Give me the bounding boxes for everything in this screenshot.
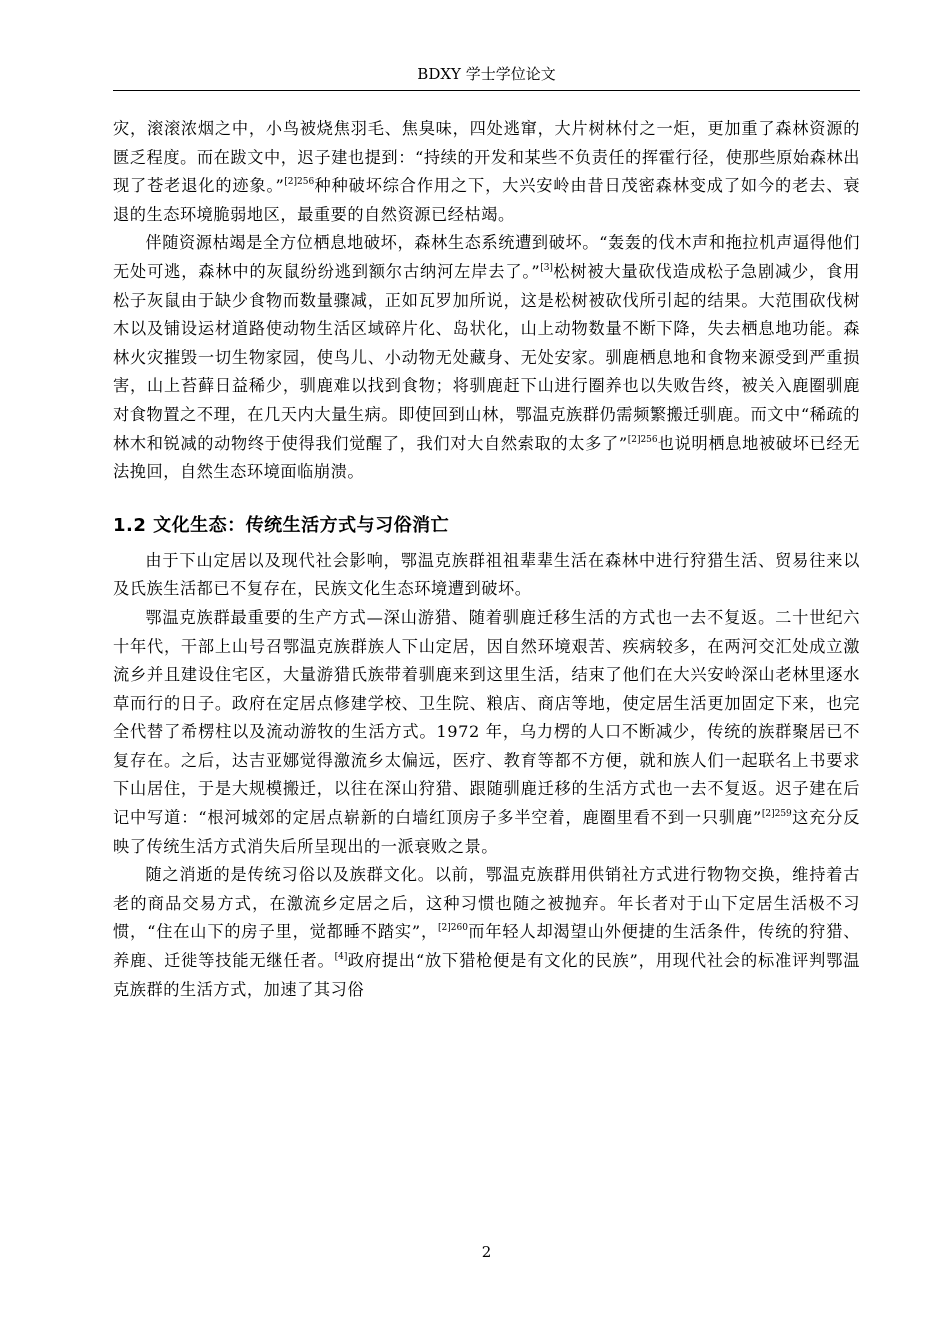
page-number: 2 bbox=[481, 1243, 492, 1261]
page-body bbox=[113, 115, 860, 1004]
body-paragraph bbox=[113, 861, 860, 1004]
paragraph-text: 随之消逝的是传统习俗以及族群文化。以前，鄂温克族群用供销社方式进行物物交换，维持着古老的商品交易方式，在激流乡定居之后，这种习惯也随之被抛弃。年长者对于山下定居生活极不习惯，“住在山下的房子里，觉都睡不踏实”， bbox=[113, 865, 860, 942]
paragraph-text: 这充分反映了传统生活方式消失后所呈现出的一派衰败之景。 bbox=[113, 808, 861, 856]
citation-ref: [4] bbox=[334, 952, 348, 963]
citation-ref: [3] bbox=[540, 262, 553, 273]
paragraph-text: 种种破坏综合作用之下，大兴安岭由昔日茂密森林变成了如今的老去、衰退的生态环境脆弱地区，最重要的自然资源已经枯竭。 bbox=[113, 176, 860, 224]
citation-ref: [2]259 bbox=[761, 809, 792, 820]
running-header: BDXY 学士学位论文 bbox=[417, 65, 556, 83]
paragraph-text: 而年轻人却渴望山外便捷的生活条件，传统的狩猎、养鹿、迁徙等技能无继任者。 bbox=[113, 922, 860, 971]
header-rule bbox=[113, 90, 860, 91]
body-paragraph bbox=[113, 229, 860, 486]
paragraph-text: 鄂温克族群最重要的生产方式—深山游猎、随着驯鹿迁移生活的方式也一去不复返。二十世纪六十年代，干部上山号召鄂温克族群族人下山定居，因自然环境艰苦、疾病较多，在两河交汇处成立激流乡并且建设住宅区，大量游猎氏族带着驯鹿来到这里生活，结束了他们在大兴安岭深山老林里逐水草而行的日子。政府在定居点修建学校、卫生院、粮店、商店等地，使定居生活更加固定下来，也完全代替了希楞柱以及流动游牧的生活方式。1972 年，乌力楞的人口不断减少，传统的族群聚居已不复存在。之后，达吉亚娜觉得激流乡太偏远，医疗、教育等都不方便，就和族人们一起联名上书要求下山居住，于是大规模搬迁，以往在深山狩猎、跟随驯鹿迁移的生活方式也一去不复返。迟子建在后记中写道：“根河城郊的定居点崭新的白墙红顶房子多半空着，鹿圈里看不到一只驯鹿” bbox=[113, 607, 860, 828]
section-heading: 1.2 文化生态：传统生活方式与习俗消亡 bbox=[113, 514, 450, 536]
body-paragraph bbox=[113, 547, 860, 604]
paragraph-text: 伴随资源枯竭是全方位栖息地破坏，森林生态系统遭到破坏。“轰轰的伐木声和拖拉机声逼得他们无处可逃，森林中的灰鼠纷纷逃到额尔古纳河左岸去了。” bbox=[113, 233, 860, 281]
paragraph-text: 政府提出“放下猎枪便是有文化的民族”，用现代社会的标准评判鄂温克族群的生活方式，加速了其习俗 bbox=[113, 951, 860, 999]
paragraph-text: 灾，滚滚浓烟之中，小鸟被烧焦羽毛、焦臭味，四处逃窜，大片树林付之一炬，更加重了森林资源的匮乏程度。而在跋文中，迟子建也提到：“持续的开发和某些不负责任的挥霍行径，使那些原始森林出现了苍老退化的迹象。” bbox=[113, 119, 860, 196]
body-paragraph bbox=[113, 115, 860, 229]
citation-ref: [2]260 bbox=[438, 923, 468, 934]
citation-ref: [2]256 bbox=[284, 177, 315, 188]
paragraph-text: 也说明栖息地被破坏已经无法挽回，自然生态环境面临崩溃。 bbox=[113, 433, 860, 482]
citation-ref: [2]256 bbox=[627, 434, 658, 445]
paragraph-text: 松树被大量砍伐造成松子急剧减少，食用松子灰鼠由于缺少食物而数量骤减，正如瓦罗加所说，这是松树被砍伐所引起的结果。大范围砍伐树木以及铺设运材道路使动物生活区域碎片化、岛状化，山上动物数量不断下降，失去栖息地功能。森林火灾摧毁一切生物家园，使鸟儿、小动物无处藏身、无处安家。驯鹿栖息地和食物来源受到严重损害，山上苔藓日益稀少，驯鹿难以找到食物；将驯鹿赶下山进行圈养也以失败告终，被关入鹿圈驯鹿对食物置之不理，在几天内大量生病。即使回到山林，鄂温克族群仍需频繁搬迁驯鹿。而文中“稀疏的林木和锐减的动物终于使得我们觉醒了，我们对大自然索取的太多了” bbox=[113, 261, 860, 453]
body-paragraph bbox=[113, 604, 860, 861]
paragraph-text: 由于下山定居以及现代社会影响，鄂温克族群祖祖辈辈生活在森林中进行狩猎生活、贸易往来以及氏族生活都已不复存在，民族文化生态环境遭到破坏。 bbox=[113, 550, 860, 599]
